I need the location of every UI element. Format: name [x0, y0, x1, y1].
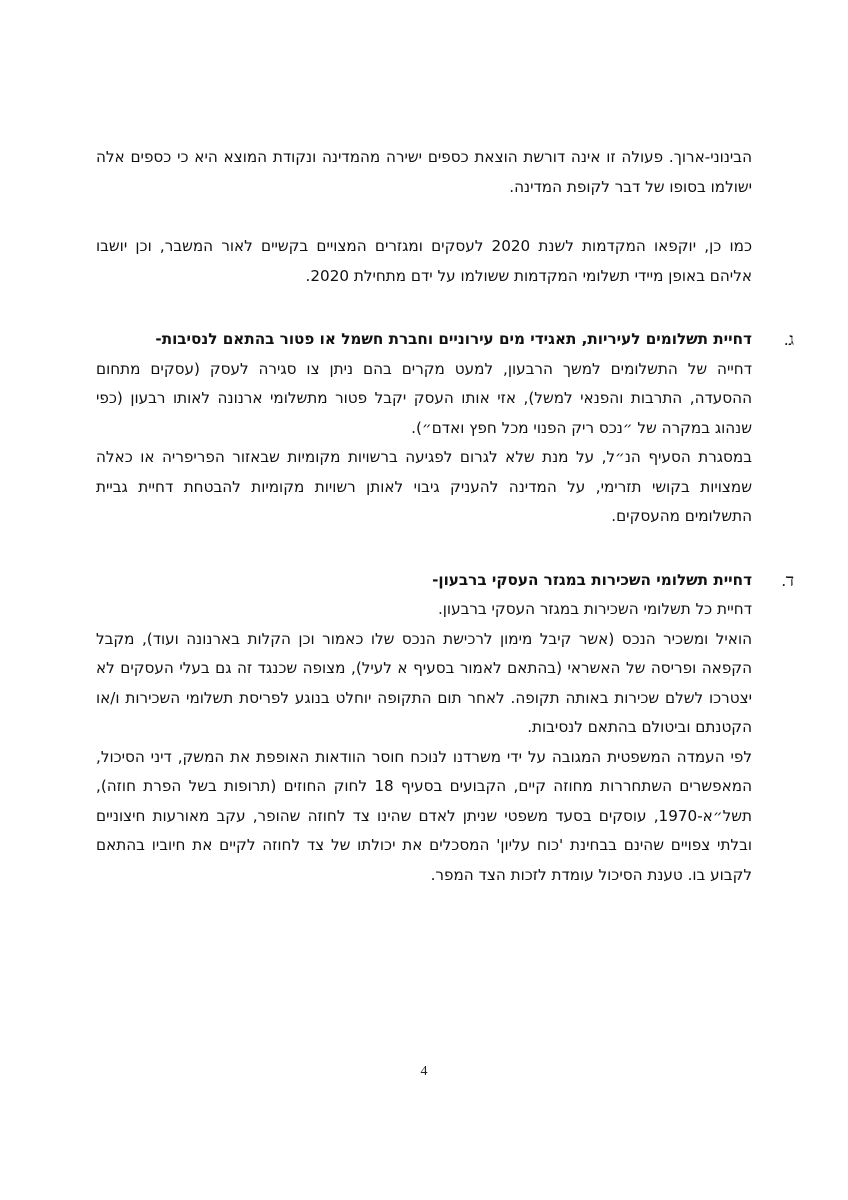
intro-paragraph-2: כמו כן, יוקפאו המקדמות לשנת 2020 לעסקים ומגזרים המצויים בקשיים לאור המשבר, וכן יושבו אליהם באופן מיידי תשלומי המקדמות ששולמו על ידם מתחילת 2020. [96, 237, 752, 285]
section-gap [96, 532, 752, 566]
intro-paragraph-1: הבינוני-ארוך. פעולה זו אינה דורשת הוצאת כספים ישירה מהמדינה ונקודת המוצא היא כי כספים אלה ישולמו בסופו של דבר לקופת המדינה. [96, 148, 752, 196]
section-marker-g: ג. [784, 330, 794, 349]
section-heading-g: דחיית תשלומים לעיריות, תאגידי מים עירוניים וחברת חשמל או פטור בהתאם לנסיבות- [155, 330, 752, 348]
section-heading-d: דחיית תשלומי השכירות במגזר העסקי ברבעון- [432, 570, 752, 589]
section-d-paragraph-1: דחיית כל תשלומי השכירות במגזר העסקי ברבעון. [437, 600, 752, 618]
section-marker-d: ד. [781, 570, 794, 590]
section-d-paragraph-2: הואיל ומשכיר הנכס (אשר קיבל מימון לרכישת הנכס שלו כאמור וכן הקלות בארנונה ועוד), מקבל הקפאה ופריסה של האשראי (בהתאם לאמור בסעיף א לעיל), מצופה שכנגד זה גם בעלי העסקים לא יצטרכו לשלם שכירות באותה תקופה. לאחר תום התקופה יוחלט בנוגע לפריסת תשלומי השכירות ו/או הקטנתם וביטולם בהתאם לנסיבות. [96, 629, 752, 736]
page-number: 4 [420, 1064, 428, 1079]
section-d-paragraph-3: לפי העמדה המשפטית המגובה על ידי משרדנו לנוכח חוסר הוודאות האופפת את המשק, דיני הסיכול, המאפשרים השתחררות מחוזה קיים, הקבועים בסעיף 18 לחוק החוזים (תרופות בשל הפרת חוזה), תשל״א-1970, עוסקים בסעד משפטי שניתן לאדם שהינו צד לחוזה שהופר, עקב מאורעות חיצוניים ובלתי צפויים שהינם בבחינת 'כוח עליון' המסכלים את יכולתו של צד לחוזה לקיים את חיוביו בהתאם לקבוע בו. טענת הסיכול עומדת לזכות הצד המפר. [96, 747, 752, 884]
section-g-paragraph-2: במסגרת הסעיף הנ״ל, על מנת שלא לגרום לפגיעה ברשויות מקומיות שבאזור הפריפריה או כאלה שמצויות בקושי תזרימי, על המדינה להעניק גיבוי לאותן רשויות מקומיות להבטחת דחיית גביית התשלומים מהעסקים. [96, 448, 752, 525]
section-g [96, 325, 794, 532]
document-body [96, 143, 794, 890]
section-g-paragraph-1: דחייה של התשלומים למשך הרבעון, למעט מקרים בהם ניתן צו סגירה לעסק (עסקים מתחום ההסעדה, התרבות והפנאי למשל), אזי אותו העסק יקבל פטור מתשלומי ארנונה לאותו רבעון (כפי שנהוג במקרה של ״נכס ריק הפנוי מכל חפץ ואדם״). [96, 359, 752, 437]
section-gap [96, 291, 752, 325]
paragraph-gap [96, 202, 752, 232]
section-d [96, 566, 794, 891]
